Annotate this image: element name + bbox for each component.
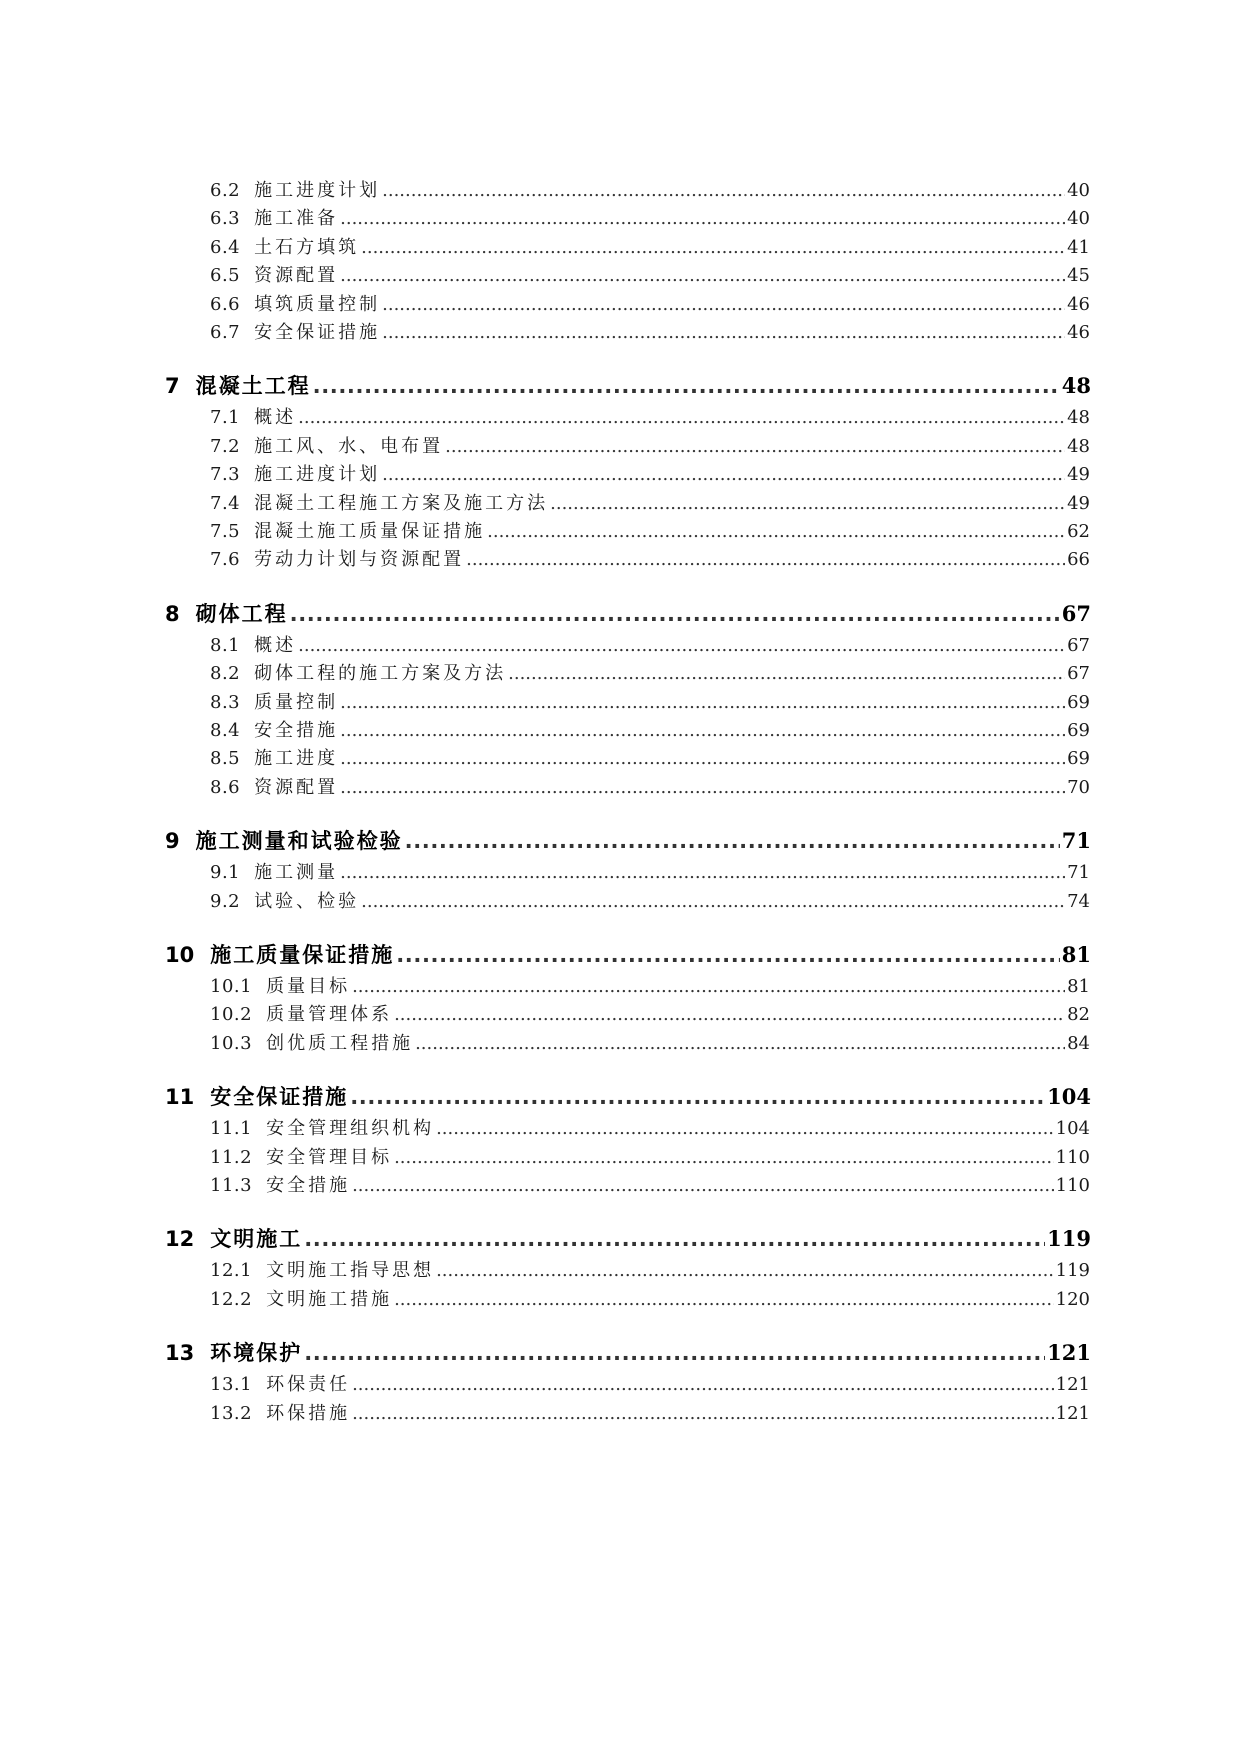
toc-entry-number: 6.6 bbox=[210, 293, 241, 315]
toc-entry-number: 11.2 bbox=[210, 1146, 253, 1168]
toc-section-entry[interactable] bbox=[210, 403, 1090, 431]
dot-leader bbox=[436, 1118, 1054, 1139]
dot-leader bbox=[350, 1085, 1045, 1109]
toc-entry-title: 混凝土工程 bbox=[195, 374, 311, 399]
toc-entry-title: 安全措施 bbox=[254, 720, 339, 741]
toc-section-entry[interactable] bbox=[210, 545, 1090, 573]
toc-entry-title: 施工进度 bbox=[254, 748, 339, 770]
toc-entry-page-number: 49 bbox=[1067, 492, 1090, 514]
toc-entry-number: 8.1 bbox=[210, 634, 241, 656]
toc-entry-page-number: 69 bbox=[1067, 691, 1090, 713]
toc-entry-number: 12.2 bbox=[210, 1288, 253, 1310]
toc-entry-title: 砌体工程的施工方案及方法 bbox=[254, 663, 507, 685]
dot-leader bbox=[382, 464, 1065, 485]
toc-entry-page-number: 67 bbox=[1061, 600, 1091, 626]
toc-entry-number: 8.4 bbox=[210, 720, 241, 741]
toc-entry-title: 砌体工程 bbox=[195, 601, 288, 626]
dot-leader bbox=[340, 265, 1065, 286]
dot-leader bbox=[304, 1341, 1045, 1365]
toc-entry-title: 土石方填筑 bbox=[254, 236, 360, 258]
toc-entry-number: 12.1 bbox=[210, 1260, 253, 1282]
toc-entry-page-number: 82 bbox=[1067, 1004, 1090, 1026]
toc-entry-number: 10.1 bbox=[210, 976, 253, 997]
toc-entry-title: 质量目标 bbox=[266, 976, 351, 997]
toc-entry-title: 文明施工 bbox=[210, 1227, 303, 1252]
toc-entry-number: 8 bbox=[165, 601, 180, 626]
toc-entry-number: 7.1 bbox=[210, 407, 241, 429]
toc-section-entry[interactable] bbox=[210, 1171, 1090, 1199]
toc-entry-page-number: 110 bbox=[1055, 1146, 1090, 1168]
toc-entry-title: 安全管理目标 bbox=[266, 1146, 393, 1168]
toc-section-entry[interactable] bbox=[210, 517, 1090, 545]
toc-entry-title: 创优质工程措施 bbox=[266, 1032, 414, 1054]
dot-leader bbox=[340, 720, 1065, 741]
dot-leader bbox=[361, 891, 1065, 912]
toc-entry-number: 11 bbox=[165, 1085, 195, 1110]
dot-leader bbox=[340, 777, 1065, 798]
toc-entry-number: 7.5 bbox=[210, 521, 241, 542]
toc-section-entry[interactable] bbox=[210, 1029, 1090, 1057]
toc-entry-title: 环境保护 bbox=[210, 1341, 303, 1366]
toc-entry-page-number: 62 bbox=[1067, 521, 1090, 542]
toc-section-entry[interactable] bbox=[210, 688, 1090, 716]
toc-entry-page-number: 67 bbox=[1067, 663, 1090, 685]
toc-entry-page-number: 81 bbox=[1067, 976, 1090, 997]
toc-entry-title: 质量管理体系 bbox=[266, 1004, 393, 1026]
toc-entry-page-number: 69 bbox=[1067, 720, 1090, 741]
toc-entry-number: 7.4 bbox=[210, 492, 241, 514]
toc-section-entry[interactable] bbox=[210, 659, 1090, 687]
dot-leader bbox=[352, 1175, 1054, 1196]
toc-section-entry[interactable] bbox=[210, 489, 1090, 517]
dot-leader bbox=[298, 635, 1065, 656]
toc-entry-number: 6.3 bbox=[210, 208, 241, 230]
toc-section-entry[interactable] bbox=[210, 261, 1090, 289]
toc-entry-title: 文明施工措施 bbox=[266, 1288, 393, 1310]
toc-entry-number: 10.3 bbox=[210, 1032, 253, 1054]
toc-chapter-entry[interactable] bbox=[165, 1337, 1091, 1367]
toc-entry-title: 施工质量保证措施 bbox=[210, 943, 395, 967]
dot-leader bbox=[290, 602, 1060, 626]
dot-leader bbox=[466, 549, 1065, 570]
toc-entry-title: 环保责任 bbox=[266, 1374, 351, 1396]
toc-section-entry[interactable] bbox=[210, 858, 1090, 886]
toc-entry-title: 资源配置 bbox=[254, 265, 339, 287]
toc-section-entry[interactable] bbox=[210, 233, 1090, 261]
toc-section-entry[interactable] bbox=[210, 460, 1090, 488]
toc-entry-number: 8.6 bbox=[210, 776, 241, 798]
toc-entry-number: 13.2 bbox=[210, 1402, 253, 1424]
dot-leader bbox=[550, 493, 1065, 514]
dot-leader bbox=[394, 1004, 1065, 1025]
toc-entry-page-number: 104 bbox=[1055, 1118, 1090, 1140]
toc-entry-page-number: 121 bbox=[1055, 1402, 1090, 1424]
toc-entry-number: 11.1 bbox=[210, 1118, 253, 1140]
toc-entry-page-number: 40 bbox=[1067, 180, 1090, 201]
toc-entry-page-number: 41 bbox=[1067, 236, 1090, 258]
dot-leader bbox=[394, 1289, 1054, 1310]
toc-section-entry[interactable] bbox=[210, 1114, 1090, 1142]
toc-entry-title: 混凝土施工质量保证措施 bbox=[254, 521, 486, 542]
toc-entry-number: 6.5 bbox=[210, 265, 241, 287]
toc-entry-number: 7.3 bbox=[210, 464, 241, 486]
toc-entry-page-number: 66 bbox=[1067, 549, 1090, 571]
dot-leader bbox=[352, 1374, 1054, 1395]
toc-entry-title: 安全保证措施 bbox=[254, 322, 381, 343]
dot-leader bbox=[313, 374, 1060, 398]
dot-leader bbox=[304, 1227, 1045, 1251]
toc-entry-page-number: 48 bbox=[1067, 435, 1090, 457]
toc-entry-title: 施工进度计划 bbox=[254, 464, 381, 486]
toc-entry-page-number: 48 bbox=[1067, 407, 1090, 429]
toc-entry-page-number: 46 bbox=[1067, 293, 1090, 315]
toc-entry-number: 8.2 bbox=[210, 663, 241, 685]
toc-section-entry[interactable] bbox=[210, 290, 1090, 318]
toc-entry-number: 7 bbox=[165, 374, 180, 399]
toc-entry-page-number: 69 bbox=[1067, 748, 1090, 770]
toc-entry-title: 施工进度计划 bbox=[254, 180, 381, 201]
toc-entry-number: 6.4 bbox=[210, 236, 241, 258]
toc-chapter-entry[interactable] bbox=[165, 825, 1091, 855]
toc-chapter-entry[interactable] bbox=[165, 939, 1091, 969]
dot-leader bbox=[436, 1260, 1054, 1281]
toc-entry-title: 填筑质量控制 bbox=[254, 293, 381, 315]
toc-entry-title: 安全管理组织机构 bbox=[266, 1118, 435, 1140]
toc-entry-title: 施工准备 bbox=[254, 208, 339, 230]
toc-entry-title: 混凝土工程施工方案及施工方法 bbox=[254, 492, 549, 514]
toc-section-entry[interactable] bbox=[210, 1285, 1090, 1313]
toc-chapter-entry[interactable] bbox=[165, 1223, 1091, 1253]
toc-section-entry[interactable] bbox=[210, 631, 1090, 659]
toc-entry-page-number: 67 bbox=[1067, 634, 1090, 656]
dot-leader bbox=[382, 322, 1065, 343]
toc-entry-number: 8.5 bbox=[210, 748, 241, 770]
dot-leader bbox=[396, 943, 1060, 967]
toc-entry-page-number: 120 bbox=[1055, 1288, 1090, 1310]
toc-section-entry[interactable] bbox=[210, 773, 1090, 801]
toc-entry-title: 资源配置 bbox=[254, 776, 339, 798]
dot-leader bbox=[487, 521, 1065, 542]
toc-entry-number: 10 bbox=[165, 943, 195, 967]
toc-entry-title: 安全措施 bbox=[266, 1175, 351, 1196]
toc-entry-page-number: 40 bbox=[1067, 208, 1090, 230]
toc-entry-number: 7.6 bbox=[210, 549, 241, 571]
toc-entry-page-number: 110 bbox=[1055, 1175, 1090, 1196]
toc-entry-number: 11.3 bbox=[210, 1175, 253, 1196]
dot-leader bbox=[361, 237, 1065, 258]
toc-entry-page-number: 70 bbox=[1067, 776, 1090, 798]
toc-entry-number: 9.1 bbox=[210, 862, 241, 884]
dot-leader bbox=[352, 976, 1065, 997]
toc-entry-number: 10.2 bbox=[210, 1004, 253, 1026]
toc-chapter-entry[interactable] bbox=[165, 370, 1091, 400]
toc-entry-number: 6.7 bbox=[210, 322, 241, 343]
dot-leader bbox=[508, 663, 1065, 684]
toc-section-entry[interactable] bbox=[210, 972, 1090, 1000]
dot-leader bbox=[340, 208, 1065, 229]
toc-entry-page-number: 45 bbox=[1067, 265, 1090, 287]
toc-section-entry[interactable] bbox=[210, 176, 1090, 204]
toc-section-entry[interactable] bbox=[210, 1000, 1090, 1028]
dot-leader bbox=[340, 862, 1065, 883]
toc-entry-page-number: 74 bbox=[1067, 890, 1090, 912]
toc-entry-title: 安全保证措施 bbox=[210, 1085, 349, 1110]
toc-entry-title: 质量控制 bbox=[254, 691, 339, 713]
toc-section-entry[interactable] bbox=[210, 432, 1090, 460]
toc-entry-page-number: 84 bbox=[1067, 1032, 1090, 1054]
dot-leader bbox=[382, 294, 1065, 315]
toc-entry-number: 9 bbox=[165, 829, 180, 854]
toc-entry-number: 12 bbox=[165, 1227, 195, 1252]
toc-entry-title: 概述 bbox=[254, 634, 297, 656]
toc-entry-page-number: 104 bbox=[1047, 1084, 1091, 1110]
dot-leader bbox=[415, 1033, 1065, 1054]
dot-leader bbox=[445, 436, 1065, 457]
toc-entry-page-number: 119 bbox=[1047, 1226, 1091, 1252]
toc-section-entry[interactable] bbox=[210, 1143, 1090, 1171]
toc-section-entry[interactable] bbox=[210, 1399, 1090, 1427]
toc-entry-number: 7.2 bbox=[210, 435, 241, 457]
toc-entry-title: 劳动力计划与资源配置 bbox=[254, 549, 465, 571]
toc-entry-number: 6.2 bbox=[210, 180, 241, 201]
toc-chapter-entry[interactable] bbox=[165, 598, 1091, 628]
toc-entry-title: 概述 bbox=[254, 407, 297, 429]
toc-entry-title: 环保措施 bbox=[266, 1402, 351, 1424]
dot-leader bbox=[394, 1147, 1054, 1168]
toc-entry-number: 9.2 bbox=[210, 890, 241, 912]
toc-section-entry[interactable] bbox=[210, 1370, 1090, 1398]
toc-entry-page-number: 48 bbox=[1061, 373, 1091, 399]
toc-section-entry[interactable] bbox=[210, 716, 1090, 744]
toc-entry-page-number: 71 bbox=[1067, 862, 1090, 884]
dot-leader bbox=[382, 180, 1065, 201]
toc-section-entry[interactable] bbox=[210, 887, 1090, 915]
toc-entry-title: 试验、检验 bbox=[254, 890, 360, 912]
toc-entry-title: 文明施工指导思想 bbox=[266, 1260, 435, 1282]
toc-entry-title: 施工测量和试验检验 bbox=[195, 829, 403, 854]
dot-leader bbox=[298, 407, 1065, 428]
toc-entry-page-number: 71 bbox=[1061, 828, 1091, 854]
toc-entry-page-number: 81 bbox=[1061, 942, 1091, 967]
toc-entry-page-number: 119 bbox=[1055, 1260, 1090, 1282]
toc-entry-page-number: 46 bbox=[1067, 322, 1090, 343]
toc-entry-number: 8.3 bbox=[210, 691, 241, 713]
toc-section-entry[interactable] bbox=[210, 1256, 1090, 1284]
dot-leader bbox=[340, 748, 1065, 769]
toc-entry-page-number: 121 bbox=[1055, 1374, 1090, 1396]
toc-entry-title: 施工测量 bbox=[254, 862, 339, 884]
toc-section-entry[interactable] bbox=[210, 744, 1090, 772]
toc-chapter-entry[interactable] bbox=[165, 1081, 1091, 1111]
dot-leader bbox=[352, 1403, 1054, 1424]
toc-entry-number: 13.1 bbox=[210, 1374, 253, 1396]
toc-entry-number: 13 bbox=[165, 1341, 195, 1366]
dot-leader bbox=[405, 829, 1060, 853]
toc-entry-page-number: 49 bbox=[1067, 464, 1090, 486]
dot-leader bbox=[340, 692, 1065, 713]
toc-entry-title: 施工风、水、电布置 bbox=[254, 435, 444, 457]
toc-section-entry[interactable] bbox=[210, 318, 1090, 346]
toc-entry-page-number: 121 bbox=[1047, 1340, 1091, 1366]
toc-section-entry[interactable] bbox=[210, 204, 1090, 232]
